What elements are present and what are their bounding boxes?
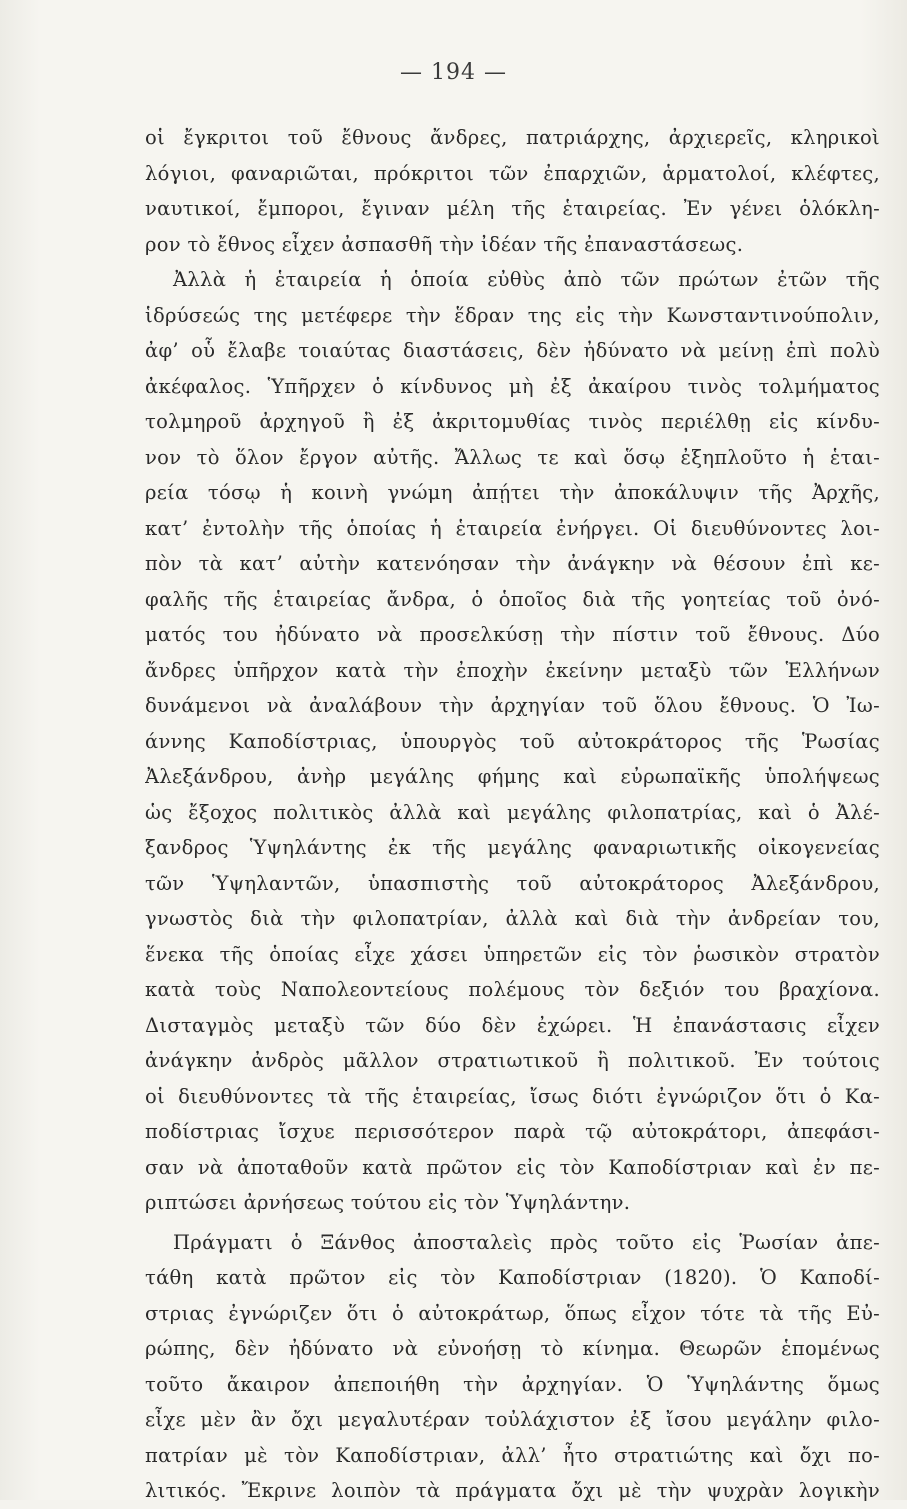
text-line: ματός του ἠδύνατο νὰ προσελκύσῃ τὴν πίστιν τοῦ ἔθνους. Δύο [145, 623, 880, 646]
text-line: γνωστὸς διὰ τὴν φιλοπατρίαν, ἀλλὰ καὶ διὰ τὴν ἀνδρείαν του, [145, 907, 880, 930]
text-line: Πράγματι ὁ Ξάνθος ἀποσταλεὶς πρὸς τοῦτο εἰς Ῥωσίαν ἀπε- [173, 1230, 880, 1254]
text-line: ξανδρος Ὑψηλάντης ἐκ τῆς μεγάλης φαναριωτικῆς οἰκογενείας [145, 836, 880, 859]
text-line: λόγιοι, φαναριῶται, πρόκριτοι τῶν ἐπαρχιῶν, ἁρματολοί, κλέφτες, [145, 161, 880, 185]
text-line: ὡς ἔξοχος πολιτικὸς ἀλλὰ καὶ μεγάλης φιλοπατρίας, καὶ ὁ Ἀλέ- [145, 800, 880, 824]
text-line: τάθη κατὰ πρῶτον εἰς τὸν Καποδίστριαν (1820). Ὁ Καποδί- [145, 1266, 880, 1289]
text-line: ρον τὸ ἔθνος εἶχεν ἀσπασθῆ τὴν ἰδέαν τῆς ἐπαναστάσεως. [145, 232, 744, 256]
text-line: δυνάμενοι νὰ ἀναλάβουν τὴν ἀρχηγίαν τοῦ ὅλου ἔθνους. Ὁ Ἰω- [145, 694, 880, 717]
text-line: σαν νὰ ἀποταθοῦν κατὰ πρῶτον εἰς τὸν Καποδίστριαν καὶ ἐν πε- [145, 1155, 880, 1179]
text-line: ἕνεκα τῆς ὁποίας εἶχε χάσει ὑπηρετῶν εἰς τὸν ῥωσικὸν στρατὸν [145, 942, 880, 966]
text-line: κατὰ τοὺς Ναπολεοντείους πολέμους τὸν δεξιόν του βραχίονα. [145, 978, 880, 1001]
text-line: εἶχε μὲν ἂν ὄχι μεγαλυτέραν τοὐλάχιστον ἐξ ἴσου μεγάλην φιλο- [145, 1408, 880, 1431]
text-line: οἱ διευθύνοντες τὰ τῆς ἑταιρείας, ἴσως διότι ἐγνώριζον ὅτι ὁ Κα- [145, 1084, 880, 1108]
text-line: ἀφ’ οὗ ἔλαβε τοιαύτας διαστάσεις, δὲν ἠδύνατο νὰ μείνῃ ἐπὶ πολὺ [145, 339, 880, 362]
text-line: νον τὸ ὅλον ἔργον αὐτῆς. Ἄλλως τε καὶ ὅσῳ ἐξηπλοῦτο ἡ ἑται- [145, 445, 880, 469]
text-line: ναυτικοί, ἔμποροι, ἔγιναν μέλη τῆς ἑταιρείας. Ἐν γένει ὁλόκλη- [145, 197, 880, 220]
text-line: ριπτώσει ἀρνήσεως τούτου εἰς τὸν Ὑψηλάντην. [145, 1191, 631, 1214]
text-line: άννης Καποδίστριας, ὑπουργὸς τοῦ αὐτοκράτορος τῆς Ῥωσίας [145, 729, 880, 753]
text-line: στριας ἐγνώριζεν ὅτι ὁ αὐτοκράτωρ, ὅπως εἶχον τότε τὰ τῆς Εὐ- [145, 1301, 880, 1325]
text-line: κατ’ ἐντολὴν τῆς ὁποίας ἡ ἑταιρεία ἐνήργει. Οἱ διευθύνοντες λοι- [145, 516, 880, 540]
text-line: ρώπης, δὲν ἠδύνατο νὰ εὐνοήσῃ τὸ κίνημα. Θεωρῶν ἑπομένως [145, 1337, 880, 1360]
text-line: πὸν τὰ κατ’ αὐτὴν κατενόησαν τὴν ἀνάγκην νὰ θέσουν ἐπὶ κε- [145, 552, 880, 575]
text-line: ἄνδρες ὑπῆρχον κατὰ τὴν ἐποχὴν ἐκείνην μεταξὺ τῶν Ἑλλήνων [145, 658, 880, 682]
text-line: ἱδρύσεώς της μετέφερε τὴν ἕδραν της εἰς τὴν Κωνσταντινούπολιν, [145, 303, 880, 327]
text-line: φαλῆς τῆς ἑταιρείας ἄνδρα, ὁ ὁποῖος διὰ τῆς γοητείας τοῦ ὀνό- [145, 587, 880, 611]
text-line: ποδίστριας ἴσχυε περισσότερον παρὰ τῷ αὐτοκράτορι, ἀπεφάσι- [145, 1120, 880, 1143]
body-text [145, 120, 880, 1509]
text-line: τοῦτο ἄκαιρον ἀπεποιήθη τὴν ἀρχηγίαν. Ὁ Ὑψηλάντης ὅμως [145, 1372, 880, 1396]
text-line: οἱ ἔγκριτοι τοῦ ἔθνους ἄνδρες, πατριάρχης, ἀρχιερεῖς, κληρικοὶ [145, 126, 880, 149]
text-line: πατρίαν μὲ τὸν Καποδίστριαν, ἀλλ’ ἦτο στρατιώτης καὶ ὄχι πο- [145, 1443, 880, 1467]
text-line: Ἀλλὰ ἡ ἑταιρεία ἡ ὁποία εὐθὺς ἀπὸ τῶν πρώτων ἐτῶν τῆς [173, 268, 880, 291]
text-line: Ἀλεξάνδρου, ἀνὴρ μεγάλης φήμης καὶ εὐρωπαϊκῆς ὑπολήψεως [145, 765, 880, 788]
text-line: τολμηροῦ ἀρχηγοῦ ἢ ἐξ ἀκριτομυθίας τινὸς περιέλθῃ εἰς κίνδυ- [145, 410, 880, 433]
text-line: Δισταγμὸς μεταξὺ τῶν δύο δὲν ἐχώρει. Ἡ ἐπανάστασις εἶχεν [145, 1013, 880, 1037]
text-line: ρεία τόσῳ ἡ κοινὴ γνώμη ἀπῄτει τὴν ἀποκάλυψιν τῆς Ἀρχῆς, [145, 481, 880, 504]
text-line: ἀνάγκην ἀνδρὸς μᾶλλον στρατιωτικοῦ ἢ πολιτικοῦ. Ἐν τούτοις [145, 1049, 880, 1072]
text-line: ἀκέφαλος. Ὑπῆρχεν ὁ κίνδυνος μὴ ἐξ ἀκαίρου τινὸς τολμήματος [145, 374, 880, 398]
text-line: λιτικός. Ἔκρινε λοιπὸν τὰ πράγματα ὄχι μὲ τὴν ψυχρὰν λογικὴν [145, 1479, 880, 1502]
text-line: τῶν Ὑψηλαντῶν, ὑπασπιστὴς τοῦ αὐτοκράτορος Ἀλεξάνδρου, [145, 871, 880, 895]
page-number: — 194 — [400, 60, 507, 85]
